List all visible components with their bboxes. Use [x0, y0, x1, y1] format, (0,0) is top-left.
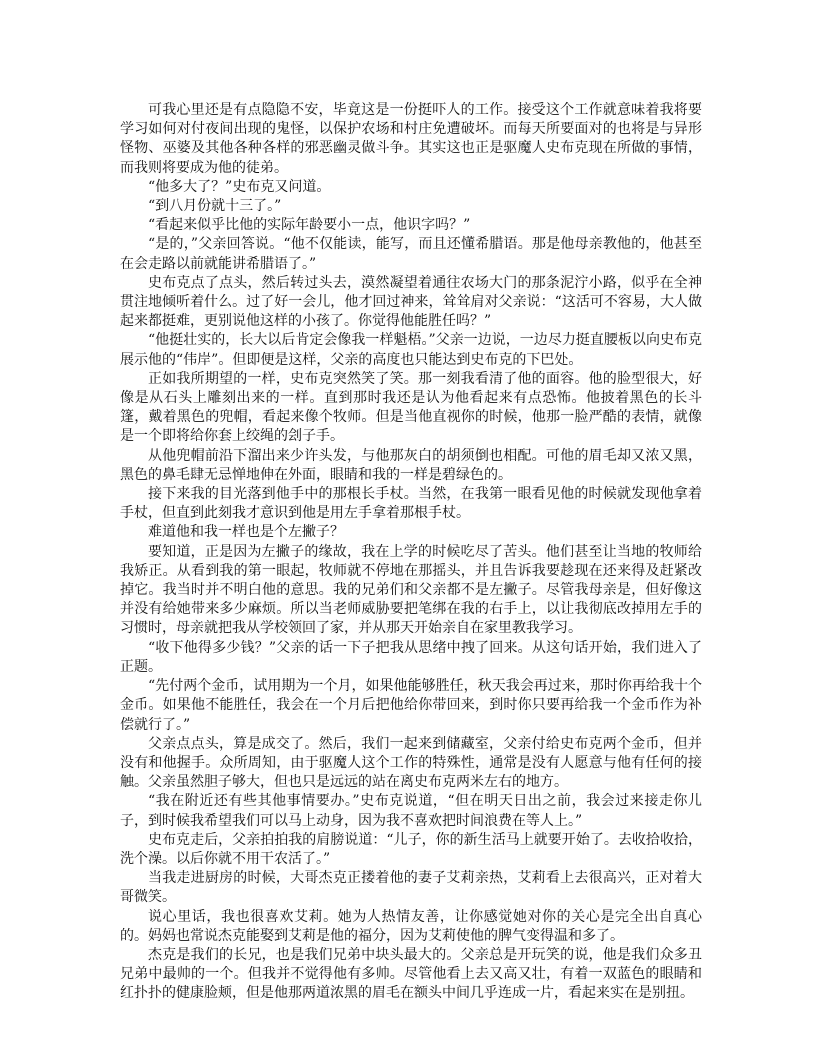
- paragraph-4: “看起来似乎比他的实际年龄要小一点，他识字吗？”: [148, 217, 471, 234]
- paragraph-15: 父亲点点头，算是成交了。然后，我们一起来到储藏室，父亲付给史布克两个金币，但并没有和他握手。众所周知，由于驱魔人这个工作的特殊性，通常是没有人愿意与他有任何的接触。父亲虽然胆子够大，但也只是远远的站在离史布克两米左右的地方。: [120, 735, 702, 791]
- paragraph-18: 当我走进厨房的时候，大哥杰克正搂着他的妻子艾莉亲热，艾莉看上去很高兴，正对着大哥微笑。: [120, 870, 702, 906]
- paragraph-5: “是的，”父亲回答说。“他不仅能读，能写，而且还懂希腊语。那是他母亲教他的，他甚至在会走路以前就能讲希腊语了。”: [120, 236, 702, 272]
- paragraph-7: “他挺壮实的，长大以后肯定会像我一样魁梧。”父亲一边说，一边尽力挺直腰板以向史布克展示他的“伟岸”。但即便是这样，父亲的高度也只能达到史布克的下巴处。: [120, 332, 702, 368]
- paragraph-12: 要知道，正是因为左撇子的缘故，我在上学的时候吃尽了苦头。他们甚至让当地的牧师给我矫正。从看到我的第一眼起，牧师就不停地在那摇头，并且告诉我要趁现在还来得及赶紧改掉它。我当时并不明白他的意思。我的兄弟们和父亲都不是左撇子。尽管我母亲是，但好像这并没有给她带来多少麻烦。所以当老师威胁要把笔绑在我的右手上，以让我彻底改掉用左手的习惯时，母亲就把我从学校领回了家，并从那天开始亲自在家里教我学习。: [120, 543, 702, 637]
- paragraph-13: “收下他得多少钱？”父亲的话一下子把我从思绪中拽了回来。从这句话开始，我们进入了正题。: [120, 639, 702, 675]
- paragraph-14: “先付两个金币，试用期为一个月，如果他能够胜任，秋天我会再过来，那时你再给我十个金币。如果他不能胜任，我会在一个月后把他给你带回来，到时你只要再给我一个金币作为补偿就行了。”: [120, 678, 702, 733]
- paragraph-8: 正如我所期望的一样，史布克突然笑了笑。那一刻我看清了他的面容。他的脸型很大，好像是从石头上雕刻出来的一样。直到那时我还是认为他看起来有点恐怖。他披着黑色的长斗篷，戴着黑色的兜帽，看起来像个牧师。但是当他直视你的时候，他那一脸严酷的表情，就像是一个即将给你套上绞绳的刽子手。: [120, 370, 702, 445]
- paragraph-11: 难道他和我一样也是个左撇子？: [148, 524, 344, 541]
- paragraph-9: 从他兜帽前沿下溜出来少许头发，与他那灰白的胡须倒也相配。可他的眉毛却又浓又黑，黑色的鼻毛肆无忌惮地伸在外面，眼睛和我的一样是碧绿色的。: [120, 447, 702, 483]
- paragraph-1: 可我心里还是有点隐隐不安，毕竟这是一份挺吓人的工作。接受这个工作就意味着我将要学习如何对付夜间出现的鬼怪，以保护农场和村庄免遭破坏。而每天所要面对的也将是与异形怪物、巫婆及其他各种各样的邪恶幽灵做斗争。其实这也正是驱魔人史布克现在所做的事情，而我则将要成为他的徒弟。: [120, 102, 702, 176]
- paragraph-10: 接下来我的目光落到他手中的那根长手杖。当然，在我第一眼看见他的时候就发现他拿着手杖，但直到此刻我才意识到他是用左手拿着那根手杖。: [120, 486, 702, 522]
- paragraph-19: 说心里话，我也很喜欢艾莉。她为人热情友善，让你感觉她对你的关心是完全出自真心的。妈妈也常说杰克能娶到艾莉是他的福分，因为艾莉使他的脾气变得温和多了。: [120, 908, 702, 944]
- paragraph-3: “到八月份就十三了。”: [148, 198, 282, 215]
- paragraph-20: 杰克是我们的长兄，也是我们兄弟中块头最大的。父亲总是开玩笑的说，他是我们众多丑兄弟中最帅的一个。但我并不觉得他有多帅。尽管他看上去又高又壮，有着一双蓝色的眼睛和红扑扑的健康脸颊，但是他那两道浓黑的眉毛在额头中间几乎连成一片，看起来实在是别扭。: [120, 946, 702, 1002]
- body-text: [120, 101, 702, 1004]
- paragraph-16: “我在附近还有些其他事情要办。”史布克说道，“但在明天日出之前，我会过来接走你儿子，到时候我希望我们可以马上动身，因为我不喜欢把时间浪费在等人上。”: [120, 793, 702, 829]
- paragraph-2: “他多大了？”史布克又问道。: [148, 178, 331, 195]
- paragraph-17: 史布克走后，父亲拍拍我的肩膀说道：“儿子，你的新生活马上就要开始了。去收拾收拾，洗个澡。以后你就不用干农活了。”: [120, 831, 702, 867]
- paragraph-6: 史布克点了点头，然后转过头去，漠然凝望着通往农场大门的那条泥泞小路，似乎在全神贯注地倾听着什么。过了好一会儿，他才回过神来，耸耸肩对父亲说：“这活可不容易，大人做起来都挺难，更别说他这样的小孩了。你觉得他能胜任吗？”: [120, 274, 702, 330]
